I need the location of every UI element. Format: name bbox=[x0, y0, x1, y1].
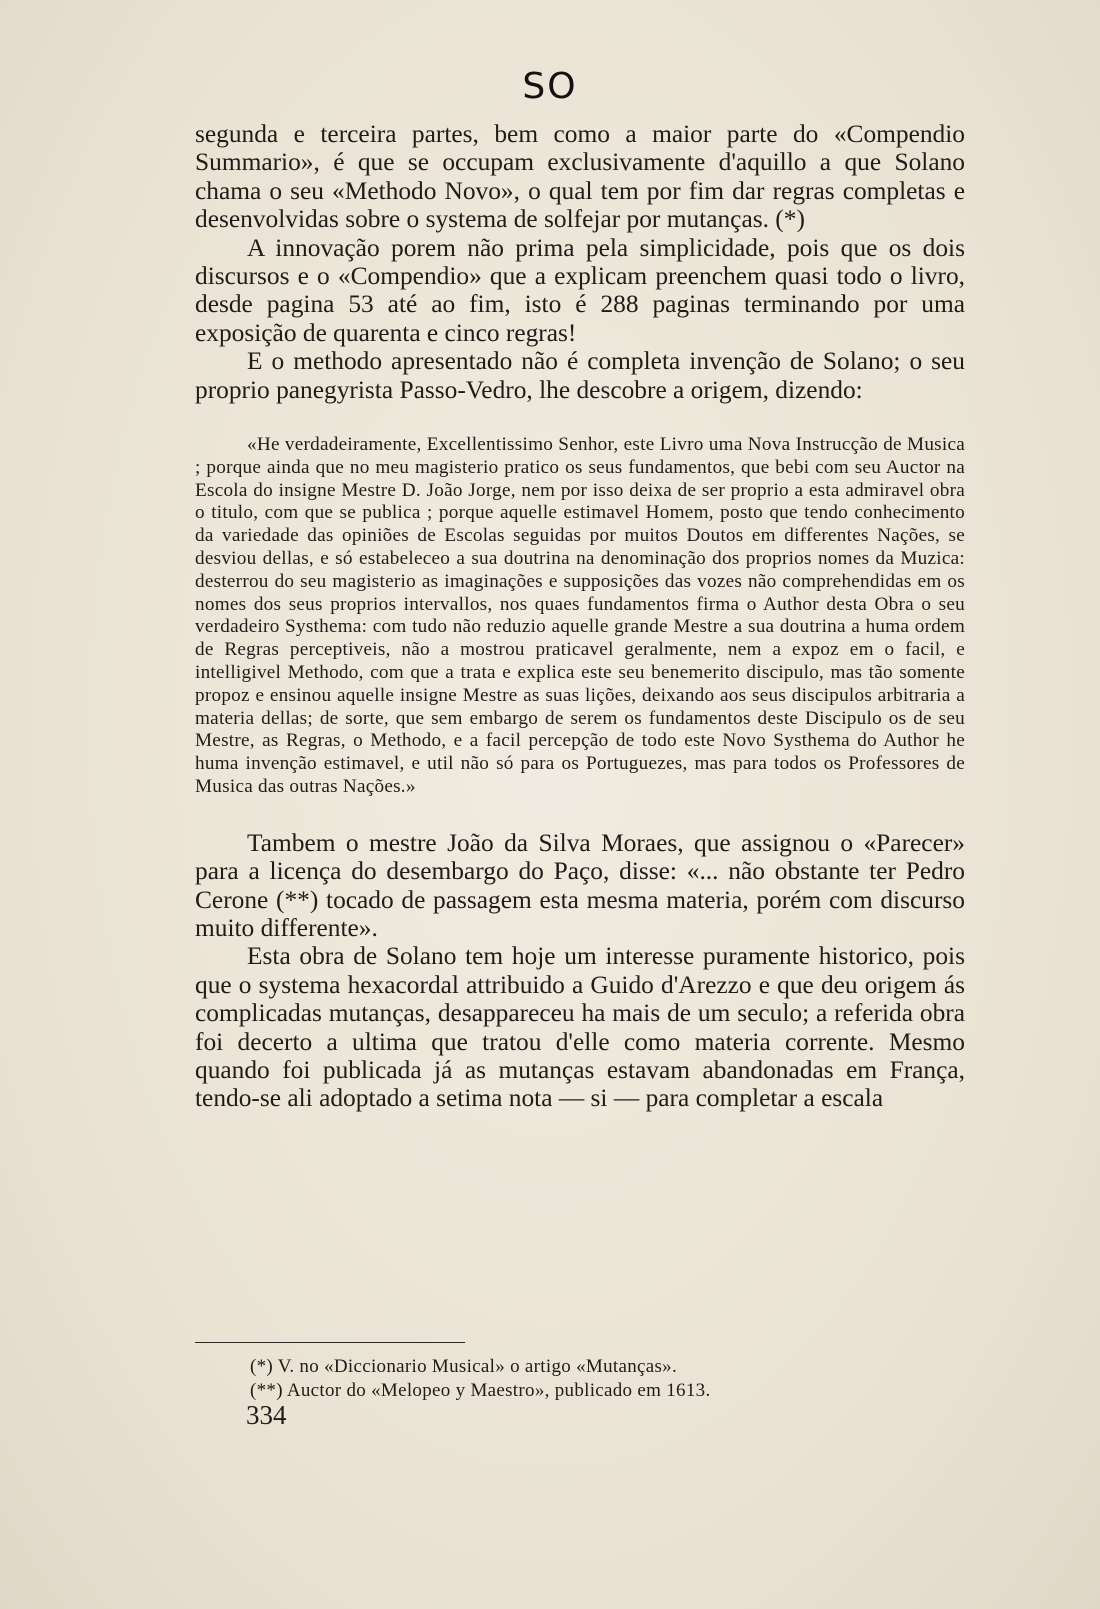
footnote-1: (*) V. no «Diccionario Musical» o artigo «Mutanças». bbox=[250, 1356, 678, 1377]
footnote-divider bbox=[195, 1342, 465, 1343]
paragraph-innovation: A innovação porem não prima pela simplicidade, pois que os dois discursos e o «Compendio» que a explicam preenchem quasi todo o livro, desde pagina 53 até ao fim, isto é 288 paginas terminando por uma exposição de quarenta e cinco regras! bbox=[195, 233, 965, 347]
paragraph-method-origin: E o methodo apresentado não é completa invenção de Solano; o seu proprio panegyrista Passo-Vedro, lhe descobre a origem, dizendo: bbox=[195, 347, 965, 404]
page-number: 334 bbox=[246, 1400, 287, 1430]
footnotes bbox=[250, 1355, 950, 1403]
quote-text: «He verdadeiramente, Excellentissimo Senhor, este Livro uma Nova Instrucção de Musica ; porque ainda que no meu magisterio pratico os seus fundamentos, que bebi com seu Auctor na Escola do insigne Mestre D. João Jorge, nem por isso deixa de ser proprio a esta admiravel obra o titulo, com que se publica ; porque aquelle estimavel Homem, posto que tendo conhecimento da variedade das opiniões de Escolas seguidas por muitos Doutos em differentes Nações, se desviou dellas, e só estabeleceo a sua doutrina na denominação dos proprios nomes da Muzica: desterrou do seu magisterio as imaginações e supposições das vozes não comprehendidas em os nomes dos seus proprios intervallos, nos quaes fundamentos firma o Author desta Obra o seu verdadeiro Systhema: com tudo não reduzio aquelle grande Mestre a sua doutrina a huma ordem de Regras perceptiveis, não a mostrou praticavel geralmente, nem a expoz em o facil, e intelligivel Methodo, com que a trata e explica este seu benemerito discipulo, mas tão somente propoz e ensinou aquelle insigne Mestre as suas lições, deixando aos seus discipulos arbitraria a materia dellas; de sorte, que sem embargo de serem os fundamentos deste Discipulo os de seu Mestre, as Regras, o Methodo, e a facil percepção de todo este Novo Systhema do Author he huma invenção estimavel, e util não só para os Portuguezes, mas para todos os Professores de Musica das outras Nações.» bbox=[195, 434, 965, 798]
footnote-2: (**) Auctor do «Melopeo y Maestro», publicado em 1613. bbox=[250, 1380, 711, 1401]
text-column bbox=[195, 120, 965, 1113]
paragraph-historic-interest: Esta obra de Solano tem hoje um interesse puramente historico, pois que o systema hexacordal attribuido a Guido d'Arezzo e que deu origem ás complicadas mutanças, desappareceu ha mais de um seculo; a referida obra foi decerto a ultima que tratou d'elle como materia corrente. Mesmo quando foi publicada já as mutanças estavam abandonadas em França, tendo-se ali adoptado a setima nota — si — para completar a escala bbox=[195, 942, 965, 1113]
paragraph-continuation: segunda e terceira partes, bem como a maior parte do «Compendio Summario», é que se occupam exclusivamente d'aquillo a que Solano chama o seu «Methodo Novo», o qual tem por fim dar regras completas e desenvolvidas sobre o systema de solfejar por mutanças. (*) bbox=[195, 120, 965, 234]
body-section bbox=[195, 120, 965, 404]
closing-section bbox=[195, 829, 965, 1113]
running-head: SO bbox=[522, 66, 578, 107]
block-quote bbox=[195, 434, 965, 799]
paragraph-moraes: Tambem o mestre João da Silva Moraes, que assignou o «Parecer» para a licença do desembargo do Paço, disse: «... não obstante ter Pedro Cerone (**) tocado de passagem esta mesma materia, porém com discurso muito differente». bbox=[195, 828, 965, 943]
